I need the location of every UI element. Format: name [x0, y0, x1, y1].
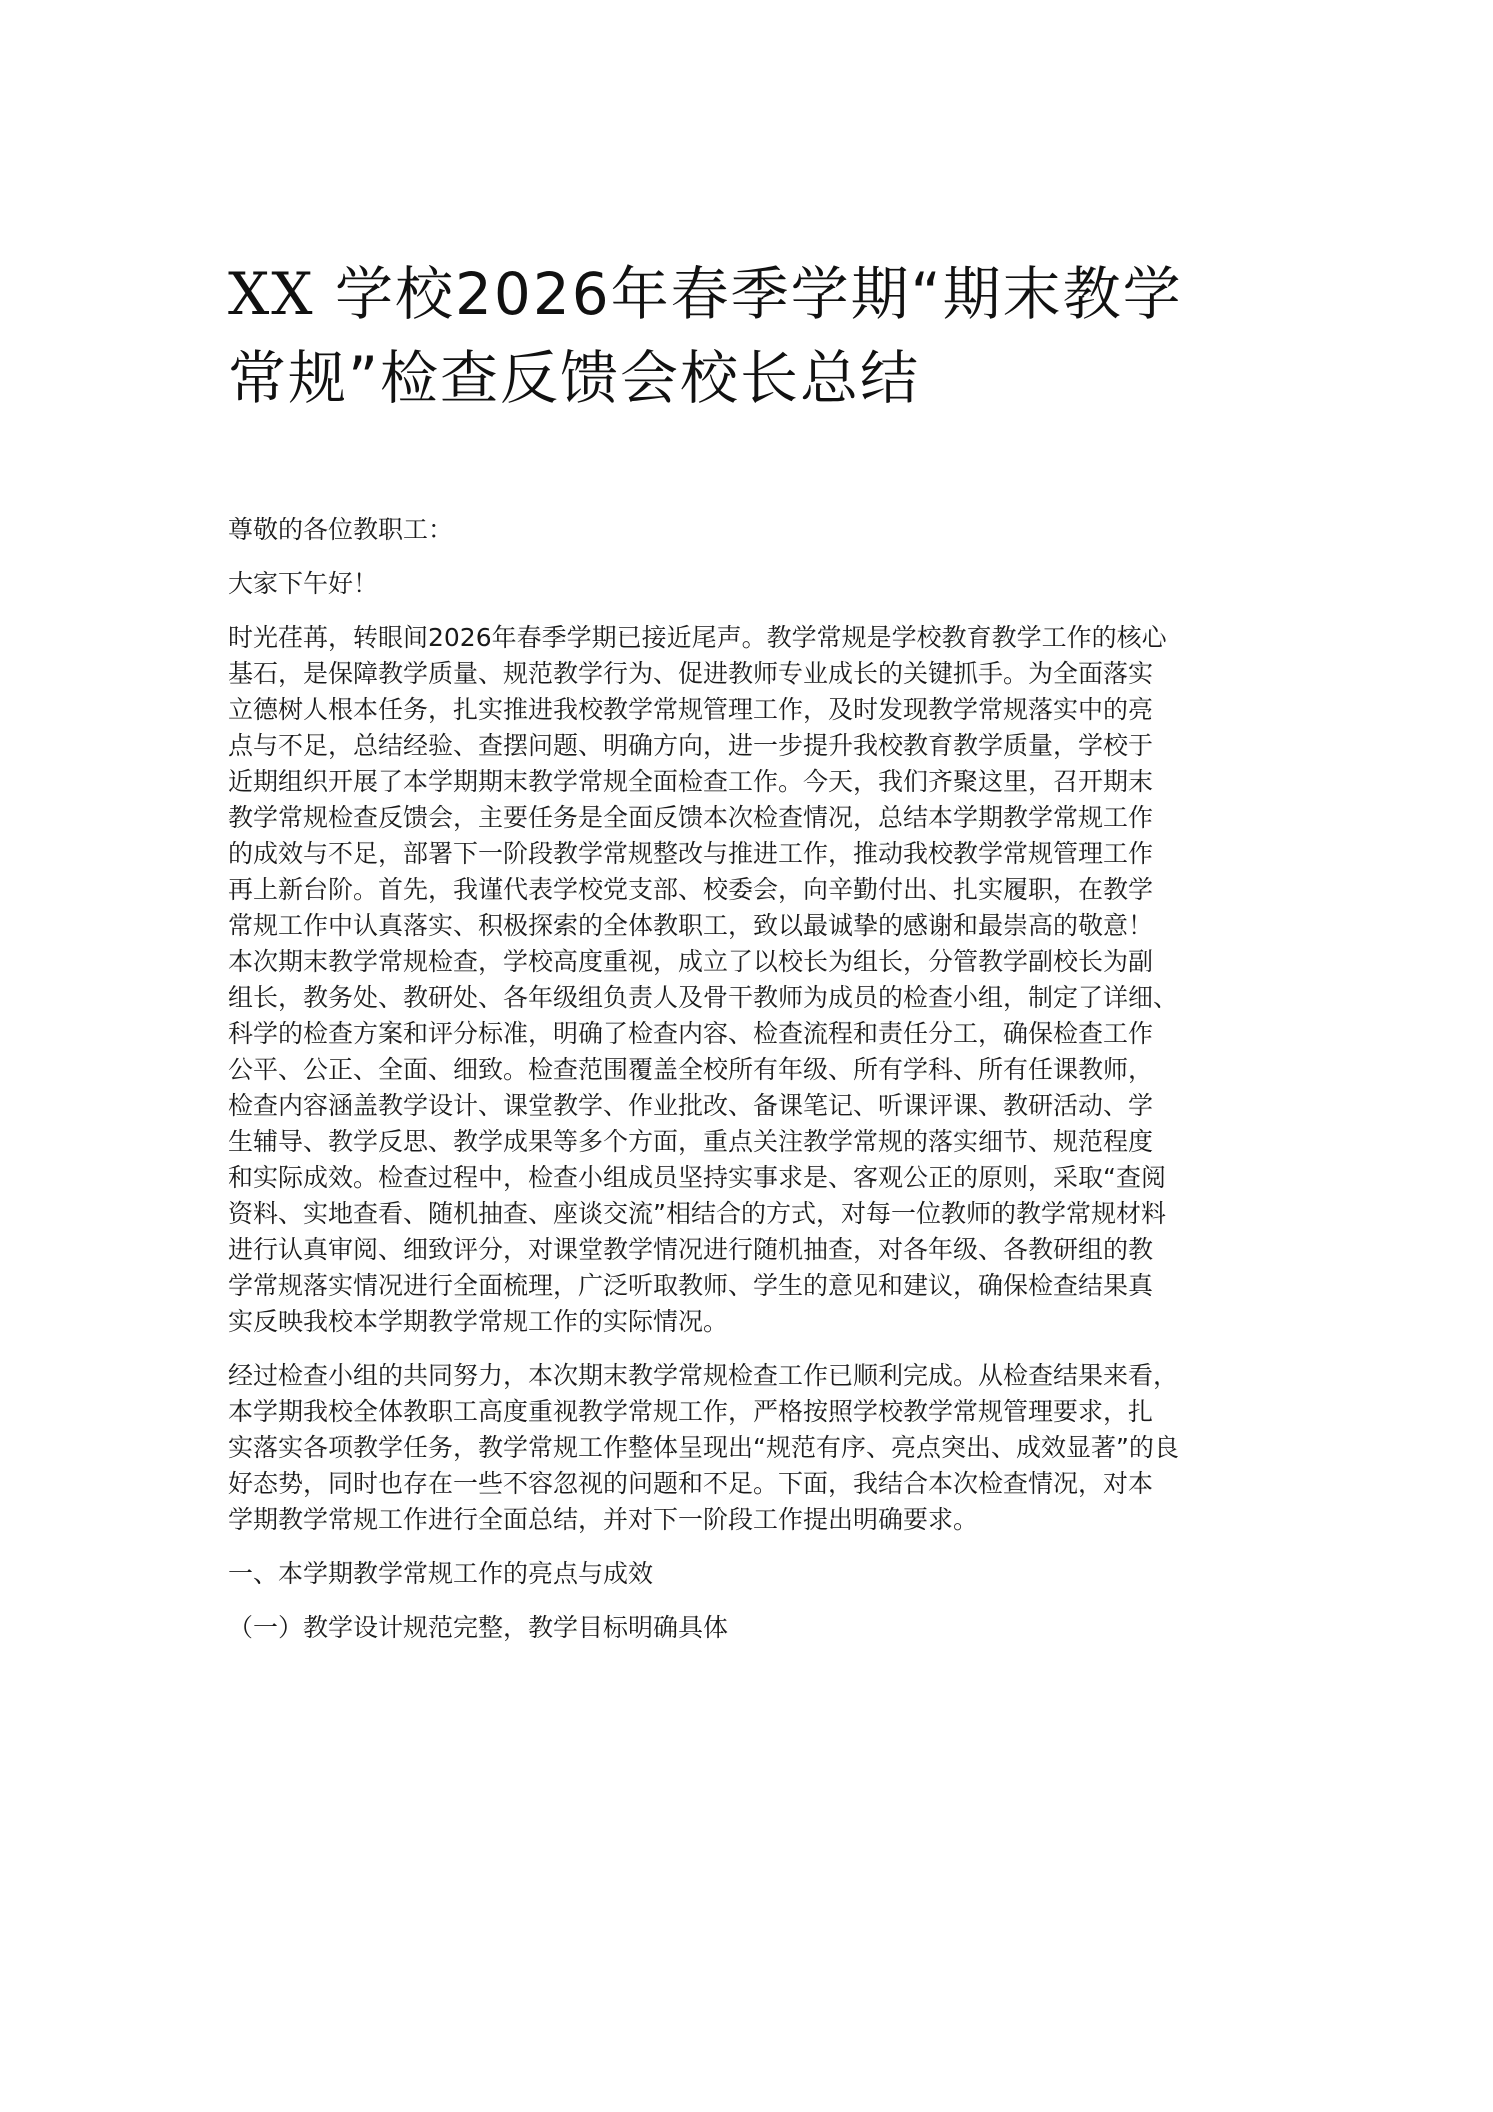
paragraph-line: 的成效与不足，部署下一阶段教学常规整改与推进工作，推动我校教学常规管理工作 — [228, 839, 1154, 868]
paragraph-line: 和实际成效。检查过程中，检查小组成员坚持实事求是、客观公正的原则，采取“查阅 — [228, 1163, 1166, 1192]
paragraph-line: 本次期末教学常规检查，学校高度重视，成立了以校长为组长，分管教学副校长为副 — [228, 947, 1154, 976]
title-line-2: 常规”检查反馈会校长总结 — [228, 344, 921, 412]
paragraph-line: 科学的检查方案和评分标准，明确了检查内容、检查流程和责任分工，确保检查工作 — [228, 1019, 1154, 1048]
paragraph-line: 生辅导、教学反思、教学成果等多个方面，重点关注教学常规的落实细节、规范程度 — [228, 1127, 1154, 1156]
paragraph-line: 立德树人根本任务，扎实推进我校教学常规管理工作，及时发现教学常规落实中的亮 — [228, 695, 1154, 724]
paragraph-line: 学常规落实情况进行全面梳理，广泛听取教师、学生的意见和建议，确保检查结果真 — [228, 1271, 1154, 1300]
paragraph-line: 经过检查小组的共同努力，本次期末教学常规检查工作已顺利完成。从检查结果来看， — [228, 1361, 1179, 1390]
paragraph-gap — [228, 1538, 1288, 1556]
paragraph-line: 基石，是保障教学质量、规范教学行为、促进教师专业成长的关键抓手。为全面落实 — [228, 659, 1154, 688]
paragraph-gap — [228, 1592, 1288, 1610]
paragraph-line: 实落实各项教学任务，教学常规工作整体呈现出“规范有序、亮点突出、成效显著”的良 — [228, 1433, 1179, 1462]
paragraph-line: 实反映我校本学期教学常规工作的实际情况。 — [228, 1307, 729, 1336]
document-body — [228, 512, 1288, 1646]
salutation: 尊敬的各位教职工： — [228, 515, 454, 544]
paragraph-summary — [228, 1358, 1288, 1538]
paragraph-line: 进行认真审阅、细致评分，对课堂教学情况进行随机抽查，对各年级、各教研组的教 — [228, 1235, 1154, 1264]
paragraph-line: 近期组织开展了本学期期末教学常规全面检查工作。今天，我们齐聚这里，召开期末 — [228, 767, 1154, 796]
paragraph-line: 点与不足，总结经验、查摆问题、明确方向，进一步提升我校教育教学质量，学校于 — [228, 731, 1154, 760]
paragraph-opening — [228, 620, 1288, 1340]
title-latin-part: XX — [228, 260, 315, 328]
greeting: 大家下午好！ — [228, 569, 379, 598]
paragraph-line: 学期教学常规工作进行全面总结，并对下一阶段工作提出明确要求。 — [228, 1505, 979, 1534]
paragraph-line: 本学期我校全体教职工高度重视教学常规工作，严格按照学校教学常规管理要求，扎 — [228, 1397, 1154, 1426]
paragraph-line: 公平、公正、全面、细致。检查范围覆盖全校所有年级、所有学科、所有任课教师， — [228, 1055, 1154, 1084]
title-rest-part: 学校2026年春季学期“期末教学 — [314, 260, 1183, 328]
paragraph-gap — [228, 548, 1288, 566]
paragraph-line: 时光荏苒，转眼间2026年春季学期已接近尾声。教学常规是学校教育教学工作的核心 — [228, 623, 1167, 652]
paragraph-line: 再上新台阶。首先，我谨代表学校党支部、校委会，向辛勤付出、扎实履职，在教学 — [228, 875, 1154, 904]
paragraph-line: 检查内容涵盖教学设计、课堂教学、作业批改、备课笔记、听课评课、教研活动、学 — [228, 1091, 1154, 1120]
paragraph-line: 资料、实地查看、随机抽查、座谈交流”相结合的方式，对每一位教师的教学常规材料 — [228, 1199, 1166, 1228]
paragraph-gap — [228, 1340, 1288, 1358]
title-line-1 — [228, 252, 1318, 336]
paragraph-line: 好态势，同时也存在一些不容忽视的问题和不足。下面，我结合本次检查情况，对本 — [228, 1469, 1154, 1498]
paragraph-line: 教学常规检查反馈会，主要任务是全面反馈本次检查情况，总结本学期教学常规工作 — [228, 803, 1154, 832]
section-heading-1: 一、本学期教学常规工作的亮点与成效 — [228, 1559, 654, 1588]
section-heading-1-1: （一）教学设计规范完整，教学目标明确具体 — [228, 1613, 729, 1642]
paragraph-gap — [228, 602, 1288, 620]
document-title — [228, 252, 1318, 420]
paragraph-line: 组长，教务处、教研处、各年级组负责人及骨干教师为成员的检查小组，制定了详细、 — [228, 983, 1179, 1012]
paragraph-line: 常规工作中认真落实、积极探索的全体教职工，致以最诚挚的感谢和最崇高的敬意！ — [228, 911, 1154, 940]
